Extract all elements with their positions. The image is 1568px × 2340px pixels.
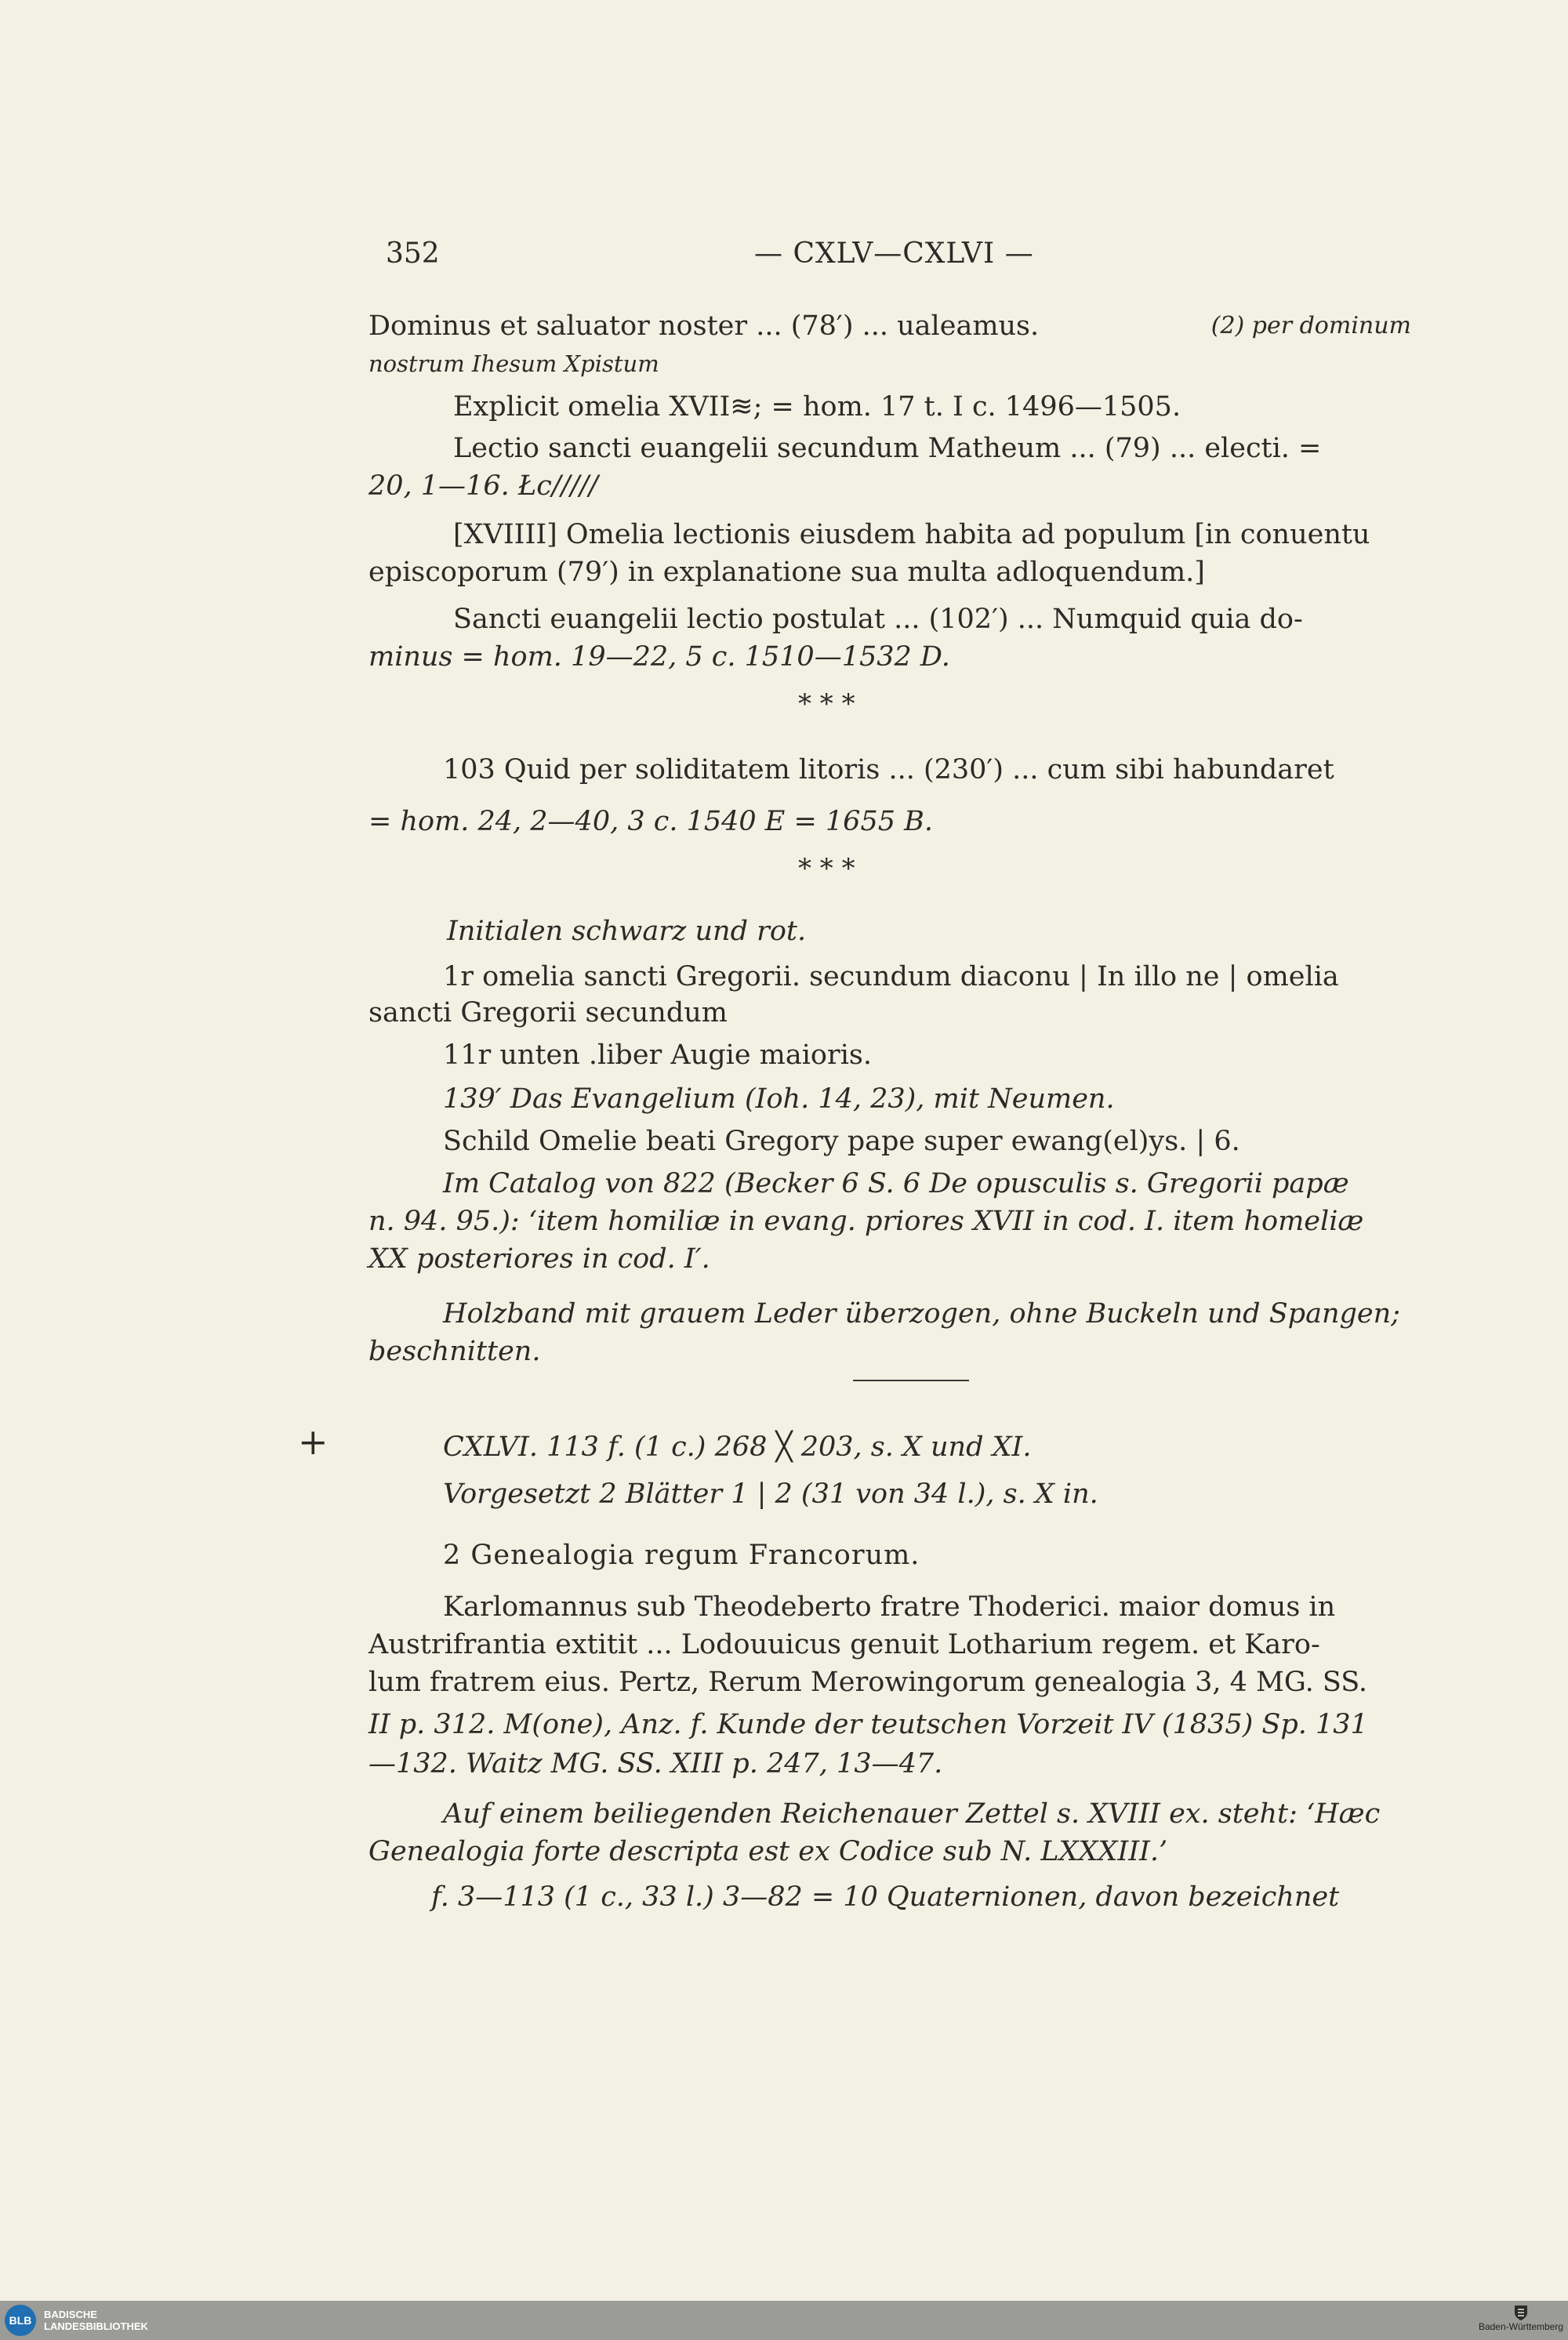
text-line: nostrum Ihesum Xpistum [368,350,659,377]
text-line: minus = hom. 19—22, 5 c. 1510—1532 D. [368,641,950,673]
text-line: sancti Gregorii secundum [368,997,728,1029]
state-logo [1479,2304,1563,2332]
text-line: Sancti euangelii lectio postulat ... (102′) ... Numquid quia do- [453,604,1303,635]
footer-bar [0,2301,1568,2340]
text-line: 2 Genealogia regum Francorum. [443,1540,920,1571]
running-head: — CXLV—CXLVI — [754,238,1034,270]
text-line: II p. 312. M(one), Anz. f. Kunde der teutschen Vorzeit IV (1835) Sp. 131 [368,1709,1368,1740]
text-line: 11r unten .liber Augie maioris. [443,1039,872,1071]
text-line: Lectio sancti euangelii secundum Matheum ... (79) ... electi. = [453,433,1322,464]
text-line: 139′ Das Evangelium (Ioh. 14, 23), mit Neumen. [443,1083,1115,1115]
text-line: Vorgesetzt 2 Blätter 1 | 2 (31 von 34 l.), s. X in. [443,1478,1098,1510]
text-line: —132. Waitz MG. SS. XIII p. 247, 13—47. [368,1748,943,1779]
library-name: BADISCHE LANDESBIBLIOTHEK [44,2309,148,2332]
text-line: lum fratrem eius. Pertz, Rerum Merowingorum genealogia 3, 4 MG. SS. [368,1667,1368,1698]
text-line: Genealogia forte descripta est ex Codice sub N. LXXXIII.’ [368,1836,1168,1867]
margin-mark: + [298,1420,328,1463]
coat-of-arms-icon [1512,2304,1530,2321]
text-line: beschnitten. [368,1336,541,1367]
text-line: Dominus et saluator noster ... (78′) ... ualeamus. (2) per dominum [368,310,1411,342]
text-line: 103 Quid per soliditatem litoris ... (230′) ... cum sibi habundaret [443,754,1334,785]
text-line: Explicit omelia XVII≋; = hom. 17 t. I c. 1496—1505. [453,391,1181,423]
page-number: 352 [386,238,440,270]
text-line: Austrifrantia extitit ... Lodouuicus genuit Lotharium regem. et Karo- [368,1629,1320,1660]
text-line: Holzband mit grauem Leder überzogen, ohne Buckeln und Spangen; [443,1298,1400,1330]
text-line: Karlomannus sub Theodeberto fratre Thoderici. maior domus in [443,1591,1336,1623]
library-logo-icon[interactable]: BLB [5,2305,36,2336]
text-line: episcoporum (79′) in explanatione sua multa adloquendum.] [368,557,1205,588]
text-line: Schild Omelie beati Gregory pape super ewang(el)ys. | 6. [443,1126,1240,1157]
text-line: 1r omelia sancti Gregorii. secundum diaconu | In illo ne | omelia [443,961,1339,992]
state-label: Baden-Württemberg [1478,2321,1563,2332]
text-line: [XVIIII] Omelia lectionis eiusdem habita ad populum [in conuentu [453,519,1370,550]
section-stars: * * * [798,853,855,884]
text-line: = hom. 24, 2—40, 3 c. 1540 E = 1655 B. [368,806,933,837]
section-divider [853,1380,969,1381]
text-line: n. 94. 95.): ‘item homiliæ in evang. priores XVII in cod. I. item homeliæ [368,1206,1364,1237]
text-line: Im Catalog von 822 (Becker 6 S. 6 De opusculis s. Gregorii papæ [443,1168,1349,1199]
text-line: 20, 1—16. Łc///// [368,470,598,502]
text-line: f. 3—113 (1 c., 33 l.) 3—82 = 10 Quaternionen, davon bezeichnet [431,1881,1340,1913]
manuscript-heading: CXLVI. 113 f. (1 c.) 268 ╳ 203, s. X und XI. [443,1431,1032,1463]
text-line: Initialen schwarz und rot. [447,916,807,947]
text-line: Auf einem beiliegenden Reichenauer Zettel s. XVIII ex. steht: ‘Hæc [443,1798,1381,1830]
section-stars: * * * [798,688,855,720]
text-line: XX posteriores in cod. I′. [368,1243,710,1275]
